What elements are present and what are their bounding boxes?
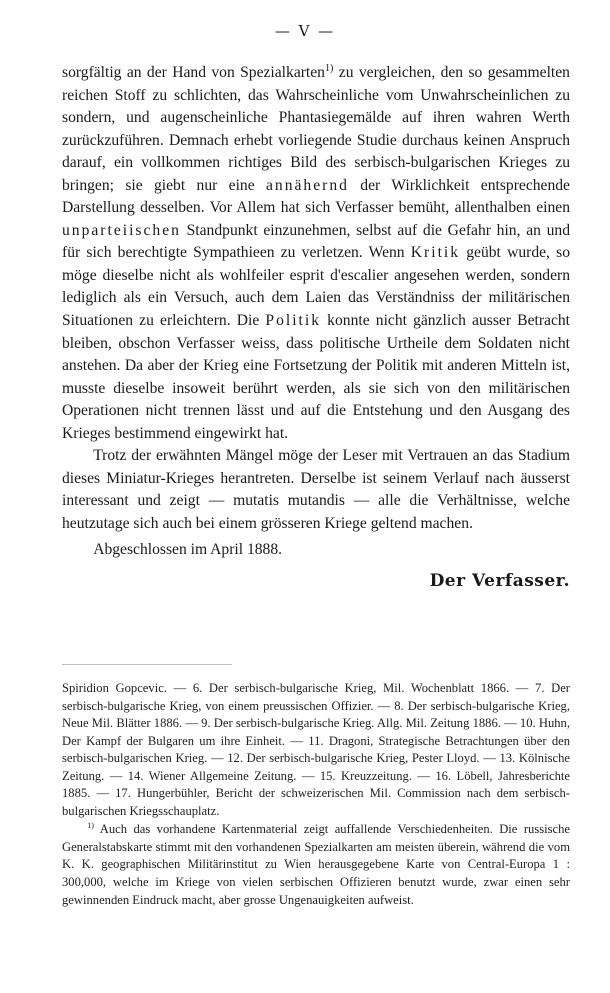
footnote-text: Auch das vorhandene Kartenmaterial zeigt auffallende Verschiedenheiten. Die russische Generalstabskarte stimmt mit den vorhandenen Spezialkarten am meisten überein, während die vom K. K. geographischen Militärinstitut zu Wien herausgegebene Karte von Central-Europa 1 : 300,000, welche im Kriege von vielen serbischen Offizieren benutzt wurde, zwar einen sehr gewinnenden Eindruck macht, aber grosse Ungenauigkeiten aufweist.	[62, 822, 570, 907]
text-run: zu vergleichen, den so gesammelten reichen Stoff zu schlichten, das Wahrscheinliche vom Unwahrscheinlichen zu sondern, und augenscheinliche Phantasiegemälde auf ihren wahren Werth zurückzuführen. Demnach erhebt vorliegende Studie durchaus keinen Anspruch darauf, ein vollkommen richtiges Bild des serbisch-bulgarischen Krieges zu bringen; sie giebt nur eine	[62, 64, 570, 194]
main-text-body	[62, 62, 570, 593]
emphasis-unparteiischen: unparteiischen	[62, 221, 181, 239]
page-number-header: — V —	[274, 22, 336, 40]
text-run: konnte nicht gänzlich ausser Betracht bleiben, obschon Verfasser weiss, dass politische Urtheile dem Soldaten nicht anstehen. Da aber der Krieg eine Fortsetzung der Politik mit anderen Mitteln ist, musste dieselbe insoweit berührt werden, als sie sich von den militärischen Operationen nicht trennen lässt und auf die Entstehung und den Ausgang des Krieges bestimmend eingewirkt hat.	[62, 312, 570, 442]
notes-section	[62, 680, 570, 909]
text-run: sorgfältig an der Hand von Spezialkarten	[62, 64, 325, 81]
emphasis-annaehernd: annähernd	[265, 176, 349, 194]
paragraph-1	[62, 62, 570, 445]
emphasis-kritik: Kritik	[410, 244, 461, 262]
footnote-divider	[62, 664, 232, 665]
footnote-marker: 1)	[87, 821, 95, 831]
author-signature: Der Verfasser.	[429, 571, 570, 592]
text-run: Standpunkt einzunehmen, selbst auf die Gefahr hin, an und für sich berechtigte Sympathieen zu verletzen. Wenn	[62, 221, 570, 262]
references-list: Spiridion Gopcevic. — 6. Der serbisch-bulgarische Krieg, Mil. Wochenblatt 1866. — 7. Der serbisch-bulgarische Krieg, von einem preussischen Offizier. — 8. Der serbisch-bulgarische Krieg, Neue Mil. Blätter 1886. — 9. Der serbisch-bulgarische Krieg. Allg. Mil. Zeitung 1886. — 10. Huhn, Der Kampf der Bulgaren um ihre Einheit. — 11. Dragoni, Strategische Betrachtungen über den serbisch-bulgarischen Krieg. — 12. Der serbisch-bulgarische Krieg, Pester Lloyd. — 13. Kölnische Zeitung. — 14. Wiener Allgemeine Zeitung. — 15. Kreuzzeitung. — 16. Löbell, Jahresberichte 1885. — 17. Hungerbühler, Bericht der schweizerischen Mil. Commission nach dem serbisch-bulgarischen Kriegsschauplatz.	[62, 681, 570, 818]
footnote-1	[62, 821, 570, 909]
emphasis-politik: Politik	[265, 312, 322, 330]
text-run: der Wirklichkeit entsprechende Darstellung desselben. Vor Allem hat sich Verfasser bemüht, allenthalben einen	[62, 176, 570, 217]
paragraph-2: Trotz der erwähnten Mängel möge der Leser mit Vertrauen an das Stadium dieses Miniatur-Krieges herantreten. Derselbe ist seinem Verlauf nach äusserst interessant und zeigt — mutatis mutandis — alle die Verhältnisse, welche heutzutage sich auch bei einem grösseren Kriege geltend machen.	[62, 447, 570, 532]
text-run: geübt wurde, so möge dieselbe nicht als wohlfeiler esprit d'escalier angesehen werden, sondern lediglich als ein Versuch, auch dem Laien das Verständniss der militärischen Situationen zu erleichtern. Die	[62, 244, 571, 330]
closing-date-line: Abgeschlossen im April 1888.	[93, 541, 283, 559]
footnote-reference: 1)	[324, 62, 334, 74]
